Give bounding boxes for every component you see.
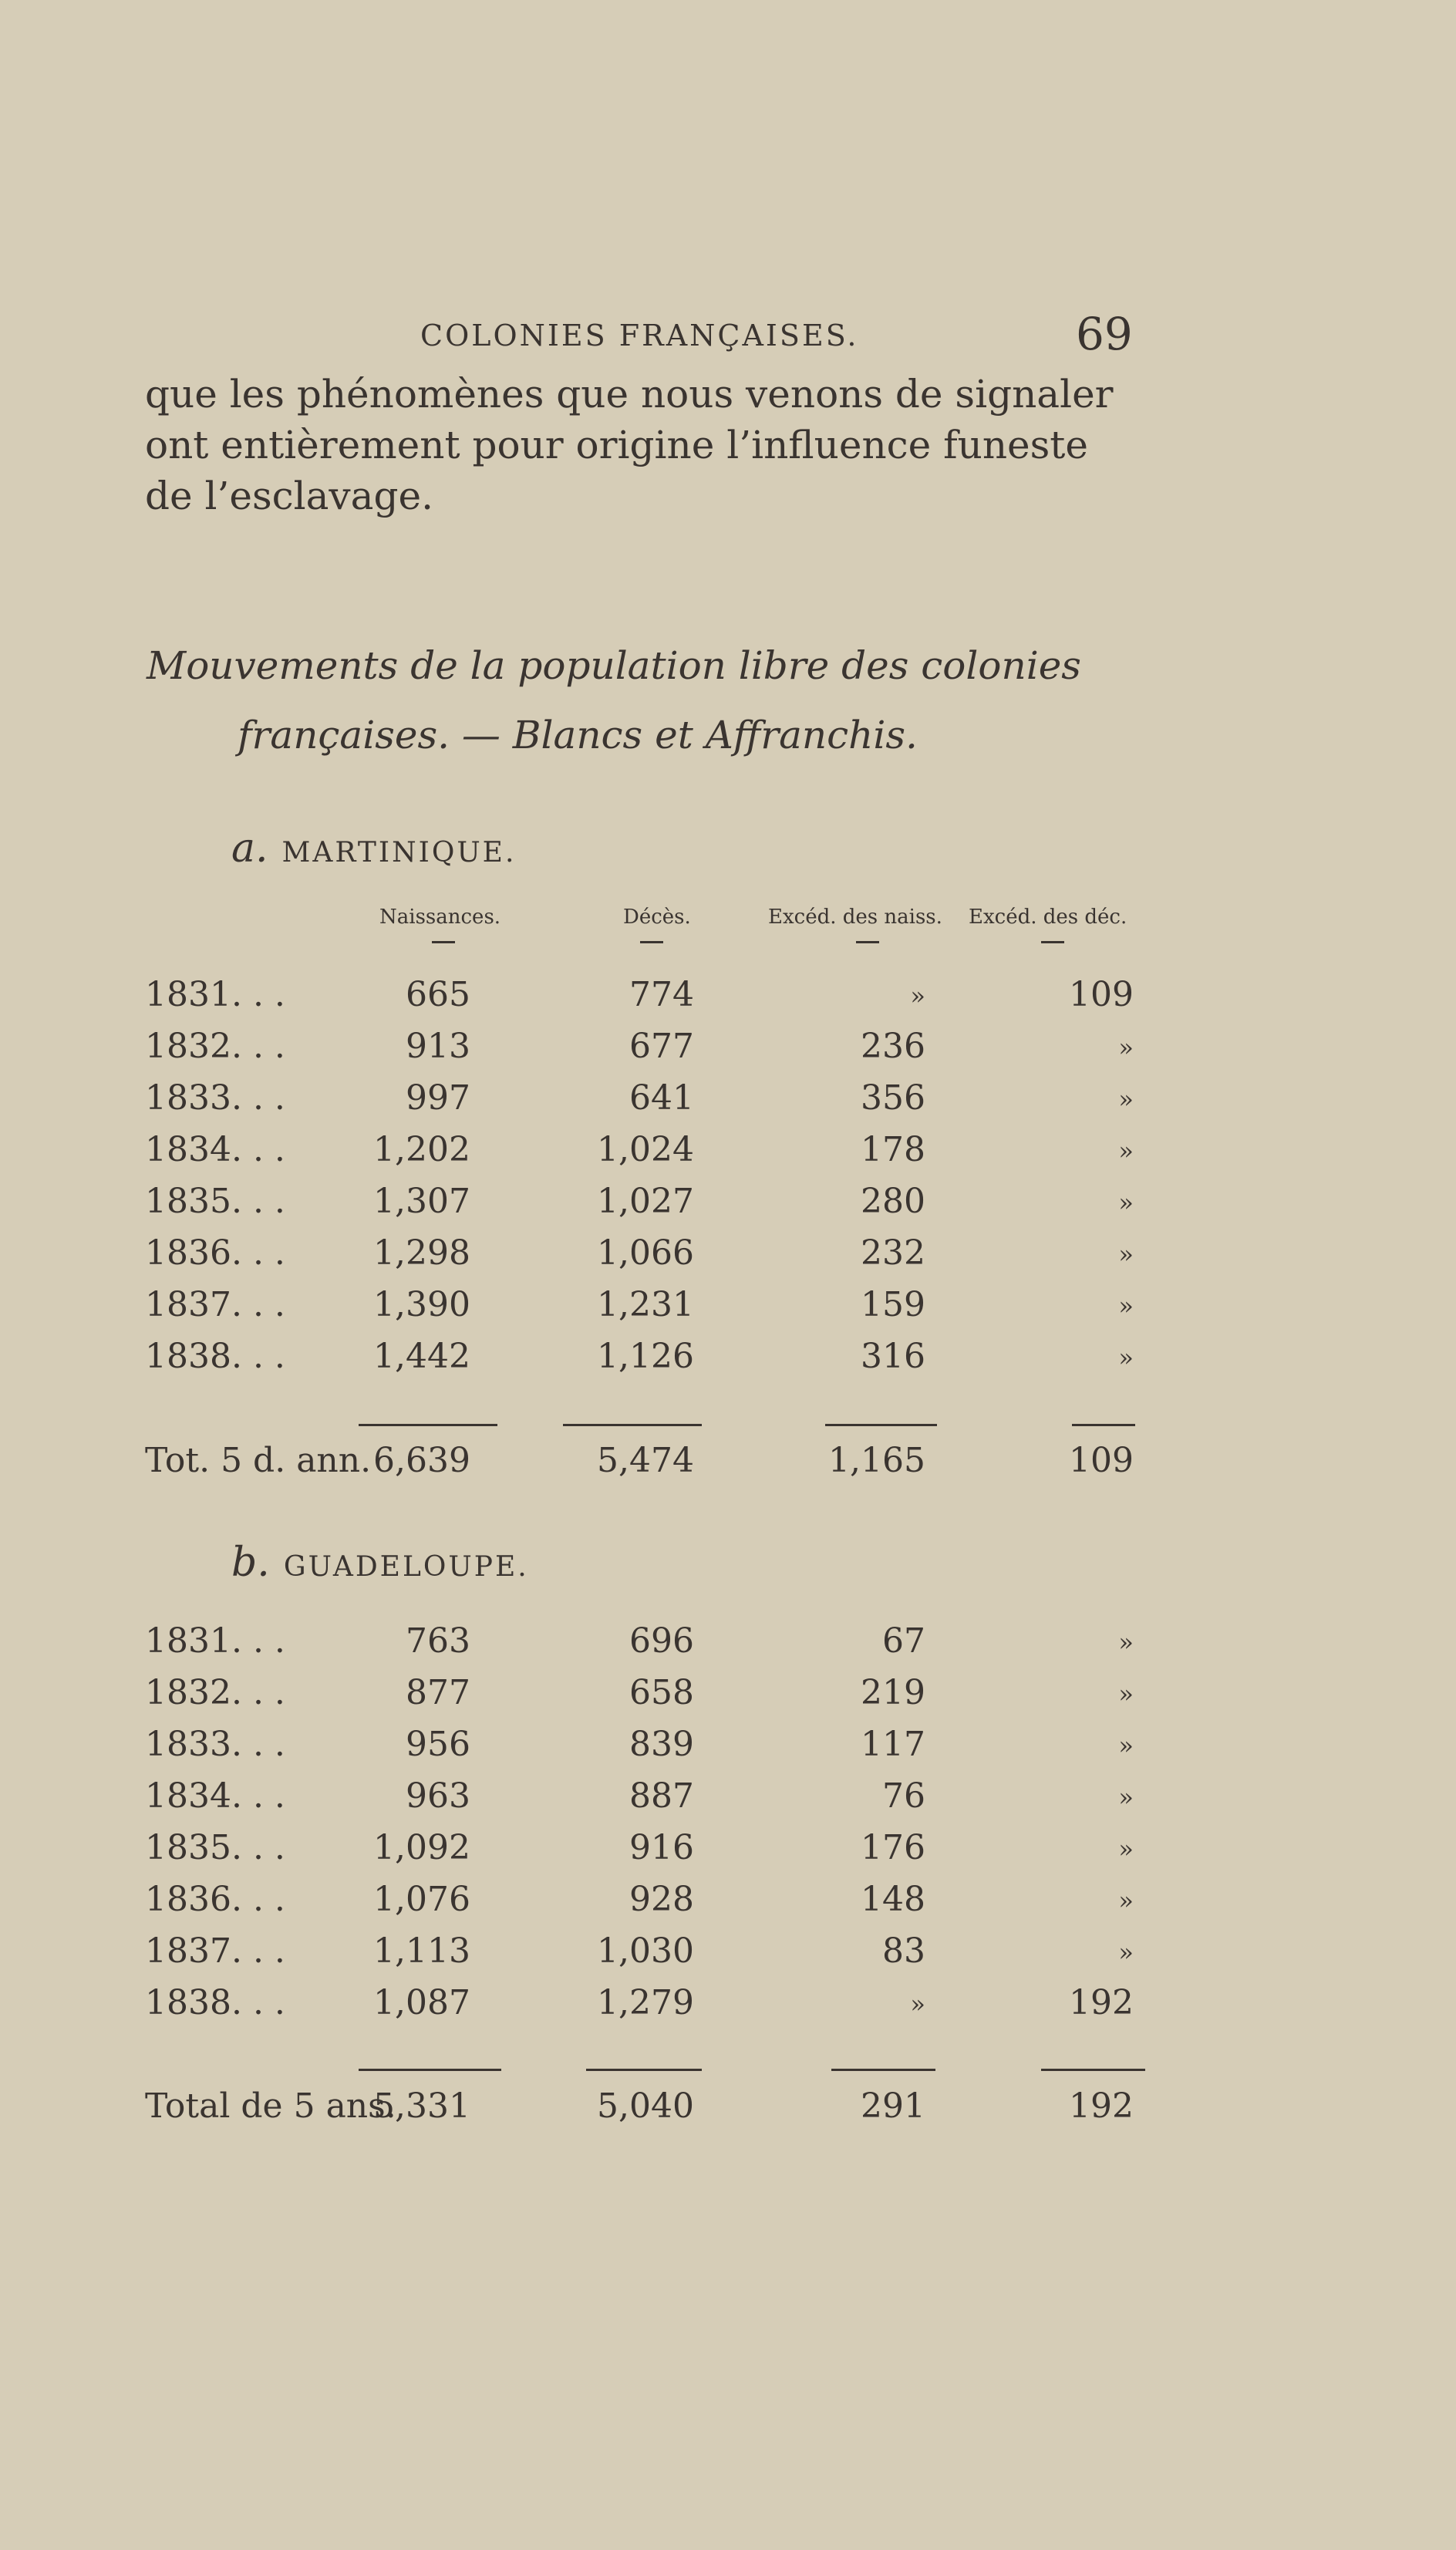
total-label: Total de 5 ans. (145, 2086, 396, 2126)
row-exced-dec: » (1118, 1343, 1134, 1372)
intro-line: ont entièrement pour origine l’influence funeste (145, 423, 1088, 467)
martinique-letter: a. (231, 825, 268, 872)
row-naissances: 963 (406, 1776, 470, 1816)
table-row (0, 1725, 1456, 1771)
table-row (0, 1931, 1456, 1978)
row-naissances: 1,113 (373, 1931, 470, 1971)
row-exced-naiss: 117 (861, 1725, 925, 1764)
total-rule (1041, 2069, 1145, 2071)
total-label: Tot. 5 d. ann. (145, 1441, 372, 1480)
row-year: 1836. . . (145, 1233, 285, 1273)
row-deces: 928 (629, 1880, 694, 1919)
row-naissances: 665 (406, 975, 470, 1014)
row-exced-naiss: 176 (861, 1828, 925, 1867)
table-row (0, 1182, 1456, 1228)
guadeloupe-name: GUADELOUPE. (283, 1551, 529, 1583)
section-title-line-1: Mouvements de la population libre des colonies (147, 643, 1081, 688)
row-year: 1835. . . (145, 1828, 285, 1867)
row-exced-naiss: 178 (861, 1130, 925, 1169)
row-naissances: 1,092 (373, 1828, 470, 1867)
row-deces: 677 (629, 1027, 694, 1066)
row-naissances: 1,202 (373, 1130, 470, 1169)
total-exced-dec: 109 (1069, 1441, 1134, 1480)
row-exced-dec: 109 (1069, 975, 1134, 1014)
row-deces: 1,030 (597, 1931, 694, 1971)
row-exced-naiss: » (910, 981, 925, 1010)
row-naissances: 877 (406, 1673, 470, 1712)
row-naissances: 1,298 (373, 1233, 470, 1273)
intro-line: que les phénomènes que nous venons de signaler (145, 372, 1114, 417)
row-deces: 1,231 (597, 1285, 694, 1324)
total-rule (563, 1424, 702, 1426)
table-row (0, 1233, 1456, 1280)
total-naissances: 5,331 (373, 2086, 470, 2126)
row-year: 1831. . . (145, 975, 285, 1014)
row-year: 1832. . . (145, 1027, 285, 1066)
table-row (0, 975, 1456, 1021)
row-exced-naiss: 67 (882, 1621, 925, 1661)
column-headers (0, 906, 1456, 936)
table-row (0, 1673, 1456, 1719)
row-exced-dec: » (1118, 1084, 1134, 1114)
row-exced-dec: » (1118, 1291, 1134, 1321)
running-head-title: COLONIES FRANÇAISES. (420, 319, 859, 352)
row-year: 1835. . . (145, 1182, 285, 1221)
header-dash (432, 941, 455, 943)
guadeloupe-total-row (0, 2086, 1456, 2133)
row-naissances: 956 (406, 1725, 470, 1764)
row-year: 1838. . . (145, 1337, 285, 1376)
table-row (0, 1337, 1456, 1383)
row-naissances: 1,442 (373, 1337, 470, 1376)
column-header-exced-naiss: Excéd. des naiss. (768, 906, 942, 929)
row-deces: 641 (629, 1078, 694, 1118)
table-row (0, 1130, 1456, 1176)
row-deces: 916 (629, 1828, 694, 1867)
total-rule (359, 1424, 497, 1426)
total-deces: 5,474 (597, 1441, 694, 1480)
row-year: 1833. . . (145, 1078, 285, 1118)
row-exced-dec: » (1118, 1783, 1134, 1812)
table-row (0, 1828, 1456, 1874)
row-deces: 1,066 (597, 1233, 694, 1273)
row-naissances: 1,087 (373, 1983, 470, 2022)
total-naissances: 6,639 (373, 1441, 470, 1480)
total-rule (1072, 1424, 1135, 1426)
guadeloupe-heading (231, 1540, 529, 1586)
row-exced-dec: » (1118, 1886, 1134, 1915)
row-exced-dec: » (1118, 1136, 1134, 1165)
row-exced-naiss: 148 (861, 1880, 925, 1919)
row-exced-naiss: 232 (861, 1233, 925, 1273)
row-year: 1837. . . (145, 1285, 285, 1324)
row-year: 1834. . . (145, 1130, 285, 1169)
row-exced-naiss: 236 (861, 1027, 925, 1066)
intro-paragraph (145, 369, 1148, 521)
running-head (0, 308, 1456, 360)
row-exced-naiss: 280 (861, 1182, 925, 1221)
table-row (0, 1621, 1456, 1668)
row-year: 1831. . . (145, 1621, 285, 1661)
row-naissances: 1,076 (373, 1880, 470, 1919)
row-deces: 696 (629, 1621, 694, 1661)
row-deces: 1,279 (597, 1983, 694, 2022)
row-exced-naiss: 219 (861, 1673, 925, 1712)
row-exced-naiss: 83 (882, 1931, 925, 1971)
column-header-deces: Décès. (623, 906, 691, 929)
row-year: 1833. . . (145, 1725, 285, 1764)
section-title (147, 631, 1149, 770)
page-number: 69 (1076, 308, 1133, 360)
table-row (0, 1776, 1456, 1823)
column-header-exced-dec: Excéd. des déc. (969, 906, 1127, 929)
guadeloupe-letter: b. (231, 1540, 270, 1586)
total-rule (359, 2069, 501, 2071)
table-row (0, 1983, 1456, 2029)
row-deces: 774 (629, 975, 694, 1014)
row-exced-dec: » (1118, 1240, 1134, 1269)
row-exced-dec: » (1118, 1731, 1134, 1760)
row-exced-dec: » (1118, 1679, 1134, 1708)
row-exced-dec: » (1118, 1033, 1134, 1062)
row-deces: 839 (629, 1725, 694, 1764)
column-header-naissances: Naissances. (379, 906, 501, 929)
total-exced-dec: 192 (1069, 2086, 1134, 2126)
table-row (0, 1078, 1456, 1125)
section-title-line-2: françaises. — Blancs et Affranchis. (238, 713, 918, 757)
row-exced-dec: » (1118, 1188, 1134, 1217)
martinique-name: MARTINIQUE. (281, 837, 517, 869)
header-dash (1041, 941, 1064, 943)
martinique-heading (231, 825, 516, 872)
martinique-total-row (0, 1441, 1456, 1487)
row-exced-naiss: 316 (861, 1337, 925, 1376)
row-naissances: 1,307 (373, 1182, 470, 1221)
header-dash (640, 941, 663, 943)
total-deces: 5,040 (597, 2086, 694, 2126)
row-year: 1836. . . (145, 1880, 285, 1919)
row-deces: 658 (629, 1673, 694, 1712)
row-exced-dec: » (1118, 1834, 1134, 1864)
table-row (0, 1285, 1456, 1331)
row-deces: 1,027 (597, 1182, 694, 1221)
table-row (0, 1027, 1456, 1073)
total-rule (586, 2069, 702, 2071)
row-deces: 1,126 (597, 1337, 694, 1376)
row-year: 1837. . . (145, 1931, 285, 1971)
row-exced-naiss: 356 (861, 1078, 925, 1118)
table-row (0, 1880, 1456, 1926)
row-exced-naiss: » (910, 1989, 925, 2019)
row-naissances: 1,390 (373, 1285, 470, 1324)
row-deces: 887 (629, 1776, 694, 1816)
row-exced-naiss: 76 (882, 1776, 925, 1816)
row-naissances: 763 (406, 1621, 470, 1661)
row-year: 1838. . . (145, 1983, 285, 2022)
row-exced-dec: 192 (1069, 1983, 1134, 2022)
row-exced-naiss: 159 (861, 1285, 925, 1324)
row-year: 1834. . . (145, 1776, 285, 1816)
header-dash (856, 941, 879, 943)
row-naissances: 913 (406, 1027, 470, 1066)
row-exced-dec: » (1118, 1627, 1134, 1657)
total-exced-naiss: 1,165 (828, 1441, 925, 1480)
total-exced-naiss: 291 (861, 2086, 925, 2126)
row-exced-dec: » (1118, 1938, 1134, 1967)
total-rule (825, 1424, 937, 1426)
row-deces: 1,024 (597, 1130, 694, 1169)
row-naissances: 997 (406, 1078, 470, 1118)
intro-line: de l’esclavage. (145, 474, 433, 518)
total-rule (831, 2069, 935, 2071)
row-year: 1832. . . (145, 1673, 285, 1712)
